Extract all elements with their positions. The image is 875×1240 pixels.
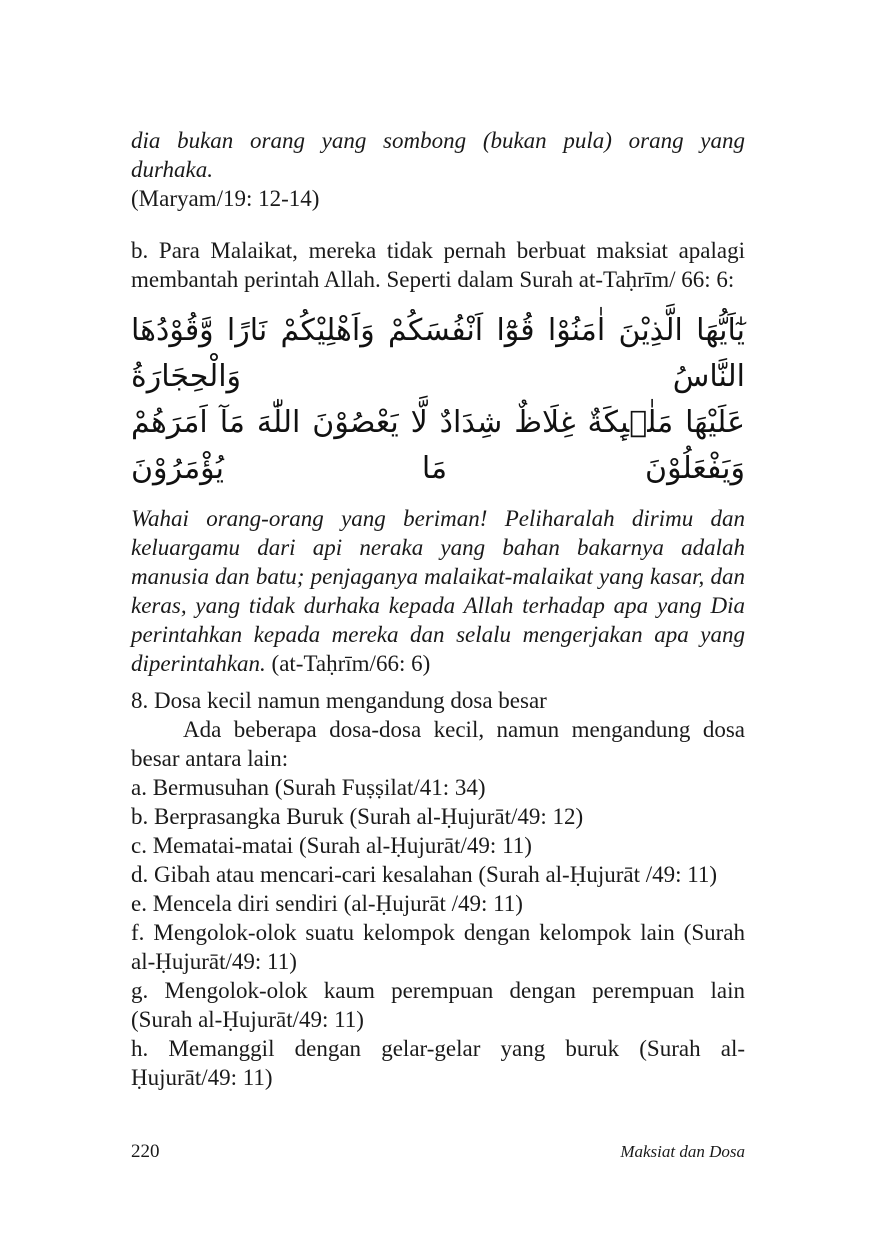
verse-reference: (Maryam/19: 12-14) [131, 186, 320, 211]
list-item: f. Mengolok-olok suatu kelompok dengan kelompok lain (Surah al-Ḥujurāt/49: 11) [131, 920, 745, 974]
verse-translation [131, 504, 745, 678]
section-8-intro: Ada beberapa dosa-dosa kecil, namun mengandung dosa besar antara lain: [131, 717, 745, 771]
list-item: a. Bermusuhan (Surah Fuṣṣilat/41: 34) [131, 775, 486, 800]
arabic-line-2: عَلَيْهَا مَلٰۤىِٕكَةٌ غِلَاظٌ شِدَادٌ لَّا يَعْصُوْنَ اللّٰهَ مَآ اَمَرَهُمْ وَيَفْعَلُوْنَ مَا يُؤْمَرُوْنَ [131, 405, 745, 486]
page-body [131, 126, 745, 1092]
list-item: e. Mencela diri sendiri (al-Ḥujurāt /49: 11) [131, 891, 523, 916]
translation-text: Wahai orang-orang yang beriman! Peliharalah dirimu dan keluargamu dari api neraka yang bahan bakarnya adalah manusia dan batu; penjaganya malaikat-malaikat yang kasar, dan keras, yang tidak durhaka kepada Allah terhadap apa yang Dia perintahkan kepada mereka dan selalu mengerjakan apa yang diperintahkan. [131, 506, 745, 676]
verse-continuation [131, 126, 745, 213]
list-item: c. Mematai-matai (Surah al-Ḥujurāt/49: 11) [131, 833, 532, 858]
point-b-paragraph: b. Para Malaikat, mereka tidak pernah berbuat maksiat apalagi membantah perintah Allah. Seperti dalam Surah at-Taḥrīm/ 66: 6: [131, 238, 745, 292]
arabic-line-1: يٰٓاَيُّهَا الَّذِيْنَ اٰمَنُوْا قُوْٓا اَنْفُسَكُمْ وَاَهْلِيْكُمْ نَارًا وَّقُوْدُهَا النَّاسُ وَالْحِجَارَةُ [131, 313, 745, 394]
page-number: 220 [131, 1141, 160, 1162]
sin-list [131, 773, 745, 1092]
list-item: h. Memanggil dengan gelar-gelar yang buruk (Surah al-Ḥujurāt/49: 11) [131, 1036, 745, 1090]
running-title: Maksiat dan Dosa [620, 1142, 745, 1161]
list-item: d. Gibah atau mencari-cari kesalahan (Surah al-Ḥujurāt /49: 11) [131, 862, 718, 887]
list-item: g. Mengolok-olok kaum perempuan dengan perempuan lain (Surah al-Ḥujurāt/49: 11) [131, 978, 745, 1032]
section-8-heading: 8. Dosa kecil namun mengandung dosa besar [131, 688, 547, 713]
verse-translation-tail: dia bukan orang yang sombong (bukan pula) orang yang durhaka. [131, 128, 745, 182]
arabic-verse [131, 308, 745, 492]
translation-reference: (at-Taḥrīm/66: 6) [271, 651, 431, 676]
list-item: b. Berprasangka Buruk (Surah al-Ḥujurāt/49: 12) [131, 804, 584, 829]
